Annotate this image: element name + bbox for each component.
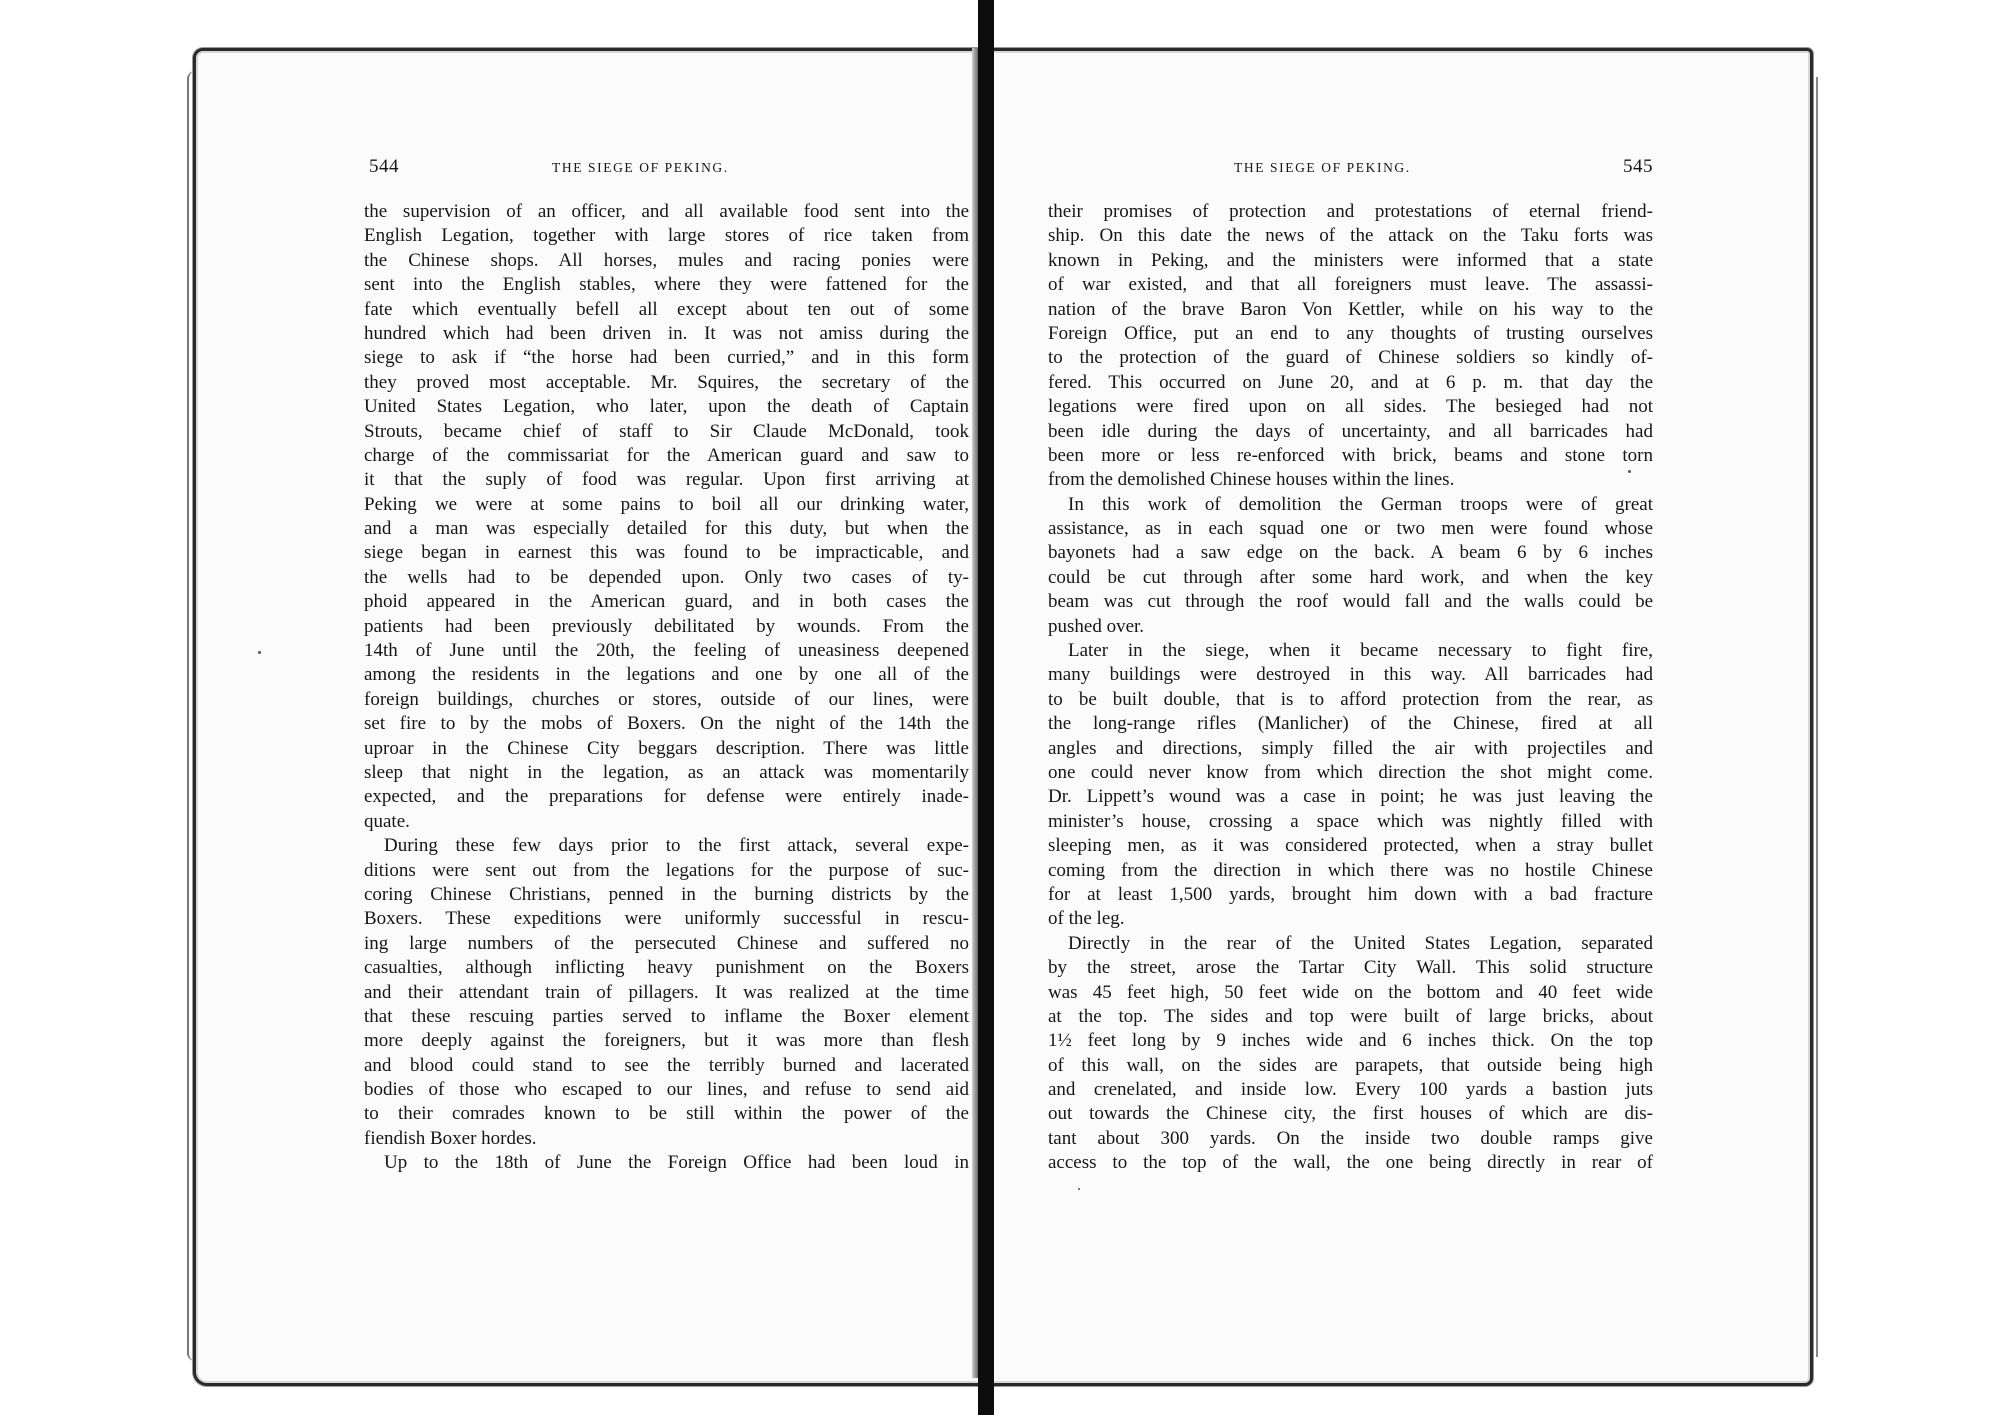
left-running-title: THE SIEGE OF PEKING. xyxy=(552,160,729,175)
text-line: sent into the English stables, where they were fattened for the xyxy=(364,274,969,296)
text-line: at the top. The sides and top were built of large bricks, about xyxy=(1048,1005,1653,1027)
text-line: to their comrades known to be still within the power of the xyxy=(364,1103,969,1125)
right-page xyxy=(1048,150,1653,1176)
paper-speck xyxy=(258,651,261,654)
text-line: In this work of demolition the German troops were of great xyxy=(1068,493,1653,515)
text-line: United States Legation, who later, upon the death of Captain xyxy=(364,396,969,418)
text-line: During these few days prior to the first attack, several expe- xyxy=(384,835,969,857)
text-line: access to the top of the wall, the one being directly in rear of xyxy=(1048,1152,1653,1174)
text-line: fiendish Boxer hordes. xyxy=(364,1127,537,1149)
text-line: assistance, as in each squad one or two men were found whose xyxy=(1048,518,1653,540)
text-line: coming from the direction in which there was no hostile Chinese xyxy=(1048,859,1653,881)
text-line: for at least 1,500 yards, brought him down with a bad fracture xyxy=(1048,883,1653,905)
left-page-number: 544 xyxy=(369,156,399,177)
left-body-text xyxy=(364,200,969,1176)
left-running-head xyxy=(364,150,969,190)
text-line: Later in the siege, when it became necessary to fight fire, xyxy=(1068,640,1653,662)
text-line: fate which eventually befell all except about ten out of some xyxy=(364,298,969,320)
text-line: of war existed, and that all foreigners must leave. The assassi- xyxy=(1048,274,1653,296)
text-line: siege to ask if “the horse had been curried,” and in this form xyxy=(364,347,969,369)
text-line: set fire to by the mobs of Boxers. On the night of the 14th the xyxy=(364,713,969,735)
text-line: Peking we were at some pains to boil all our drinking water, xyxy=(364,493,969,515)
text-line: legations were fired upon on all sides. The besieged had not xyxy=(1048,396,1653,418)
text-line: they proved most acceptable. Mr. Squires, the secretary of the xyxy=(364,371,969,393)
text-line: sleeping men, as it was considered protected, when a stray bullet xyxy=(1048,835,1653,857)
text-line: siege began in earnest this was found to be impracticable, and xyxy=(364,542,969,564)
text-line: fered. This occurred on June 20, and at 6 p. m. that day the xyxy=(1048,371,1653,393)
text-line: was 45 feet high, 50 feet wide on the bottom and 40 feet wide xyxy=(1048,981,1653,1003)
text-line: pushed over. xyxy=(1048,615,1145,637)
text-line: from the demolished Chinese houses within the lines. xyxy=(1048,469,1455,491)
right-page-number: 545 xyxy=(1623,156,1653,177)
text-line: Foreign Office, put an end to any thoughts of trusting ourselves xyxy=(1048,322,1653,344)
text-line: known in Peking, and the ministers were informed that a state xyxy=(1048,249,1653,271)
text-line: of this wall, on the sides are parapets, that outside being high xyxy=(1048,1054,1653,1076)
text-line: casualties, although inflicting heavy punishment on the Boxers xyxy=(364,957,969,979)
text-line: 1½ feet long by 9 inches wide and 6 inches thick. On the top xyxy=(1048,1030,1653,1052)
text-line: ing large numbers of the persecuted Chinese and suffered no xyxy=(364,932,969,954)
text-line: among the residents in the legations and one by one all of the xyxy=(364,664,969,686)
text-line: angles and directions, simply filled the air with projectiles and xyxy=(1048,737,1653,759)
text-line: the long-range rifles (Manlicher) of the Chinese, fired at all xyxy=(1048,713,1653,735)
text-line: more deeply against the foreigners, but it was more than flesh xyxy=(364,1030,969,1052)
text-line: Boxers. These expeditions were uniformly successful in rescu- xyxy=(364,908,969,930)
text-line: patients had been previously debilitated by wounds. From the xyxy=(364,615,969,637)
text-line: that these rescuing parties served to inflame the Boxer element xyxy=(364,1005,969,1027)
text-line: their promises of protection and protestations of eternal friend- xyxy=(1048,201,1653,222)
right-running-title: THE SIEGE OF PEKING. xyxy=(1234,160,1411,175)
text-line: bodies of those who escaped to our lines, and refuse to send aid xyxy=(364,1079,969,1101)
text-line: been idle during the days of uncertainty, and all barricades had xyxy=(1048,420,1653,442)
text-line: coring Chinese Christians, penned in the burning districts by the xyxy=(364,883,969,905)
text-line: nation of the brave Baron Von Kettler, while on his way to the xyxy=(1048,298,1653,320)
text-line: phoid appeared in the American guard, and in both cases the xyxy=(364,591,969,613)
text-line: charge of the commissariat for the American guard and saw to xyxy=(364,444,969,466)
text-line: ship. On this date the news of the attack on the Taku forts was xyxy=(1048,225,1653,247)
text-line: many buildings were destroyed in this way. All barricades had xyxy=(1048,664,1653,686)
text-line: bayonets had a saw edge on the back. A beam 6 by 6 inches xyxy=(1048,542,1653,564)
text-line: and blood could stand to see the terribly burned and lacerated xyxy=(364,1054,969,1076)
text-line: quate. xyxy=(364,810,410,832)
text-line: Strouts, became chief of staff to Sir Claude McDonald, took xyxy=(364,420,969,442)
right-running-head xyxy=(1048,150,1653,190)
right-body-text xyxy=(1048,200,1653,1176)
text-line: and crenelated, and inside low. Every 100 yards a bastion juts xyxy=(1048,1079,1653,1101)
text-line: to be built double, that is to afford protection from the rear, as xyxy=(1048,688,1653,710)
text-line: the supervision of an officer, and all available food sent into the xyxy=(364,201,969,222)
text-line: beam was cut through the roof would fall and the walls could be xyxy=(1048,591,1653,613)
text-line: out towards the Chinese city, the first houses of which are dis- xyxy=(1048,1103,1653,1125)
text-line: sleep that night in the legation, as an attack was momentarily xyxy=(364,761,969,783)
text-line: Dr. Lippett’s wound was a case in point; he was just leaving the xyxy=(1048,786,1653,808)
text-line: expected, and the preparations for defense were entirely inade- xyxy=(364,786,969,808)
left-page xyxy=(364,150,969,1176)
text-line: the wells had to be depended upon. Only two cases of ty- xyxy=(364,566,969,588)
text-line: foreign buildings, churches or stores, outside of our lines, were xyxy=(364,688,969,710)
text-line: Directly in the rear of the United States Legation, separated xyxy=(1068,932,1653,954)
text-line: English Legation, together with large stores of rice taken from xyxy=(364,225,969,247)
text-line: could be cut through after some hard work, and when the key xyxy=(1048,566,1653,588)
text-line: by the street, arose the Tartar City Wall. This solid structure xyxy=(1048,957,1653,979)
text-line: Up to the 18th of June the Foreign Office had been loud in xyxy=(384,1152,969,1174)
text-line: hundred which had been driven in. It was not amiss during the xyxy=(364,322,969,344)
text-line: and their attendant train of pillagers. It was realized at the time xyxy=(364,981,969,1003)
text-line: tant about 300 yards. On the inside two double ramps give xyxy=(1048,1127,1653,1149)
text-line: of the leg. xyxy=(1048,908,1125,930)
text-line: it that the suply of food was regular. Upon first arriving at xyxy=(364,469,969,491)
book-spine xyxy=(978,0,994,1415)
text-line: ditions were sent out from the legations for the purpose of suc- xyxy=(364,859,969,881)
paper-speck xyxy=(1628,470,1631,473)
text-line: to the protection of the guard of Chinese soldiers so kindly of- xyxy=(1048,347,1653,369)
text-line: 14th of June until the 20th, the feeling of uneasiness deepened xyxy=(364,640,969,662)
text-line: one could never know from which direction the shot might come. xyxy=(1048,761,1653,783)
text-line: and a man was especially detailed for this duty, but when the xyxy=(364,518,969,540)
text-line: uproar in the Chinese City beggars description. There was little xyxy=(364,737,969,759)
text-line: been more or less re-enforced with brick, beams and stone torn xyxy=(1048,444,1653,466)
text-line: minister’s house, crossing a space which was nightly filled with xyxy=(1048,810,1653,832)
text-line: the Chinese shops. All horses, mules and racing ponies were xyxy=(364,249,969,271)
paper-speck xyxy=(1078,1188,1080,1190)
